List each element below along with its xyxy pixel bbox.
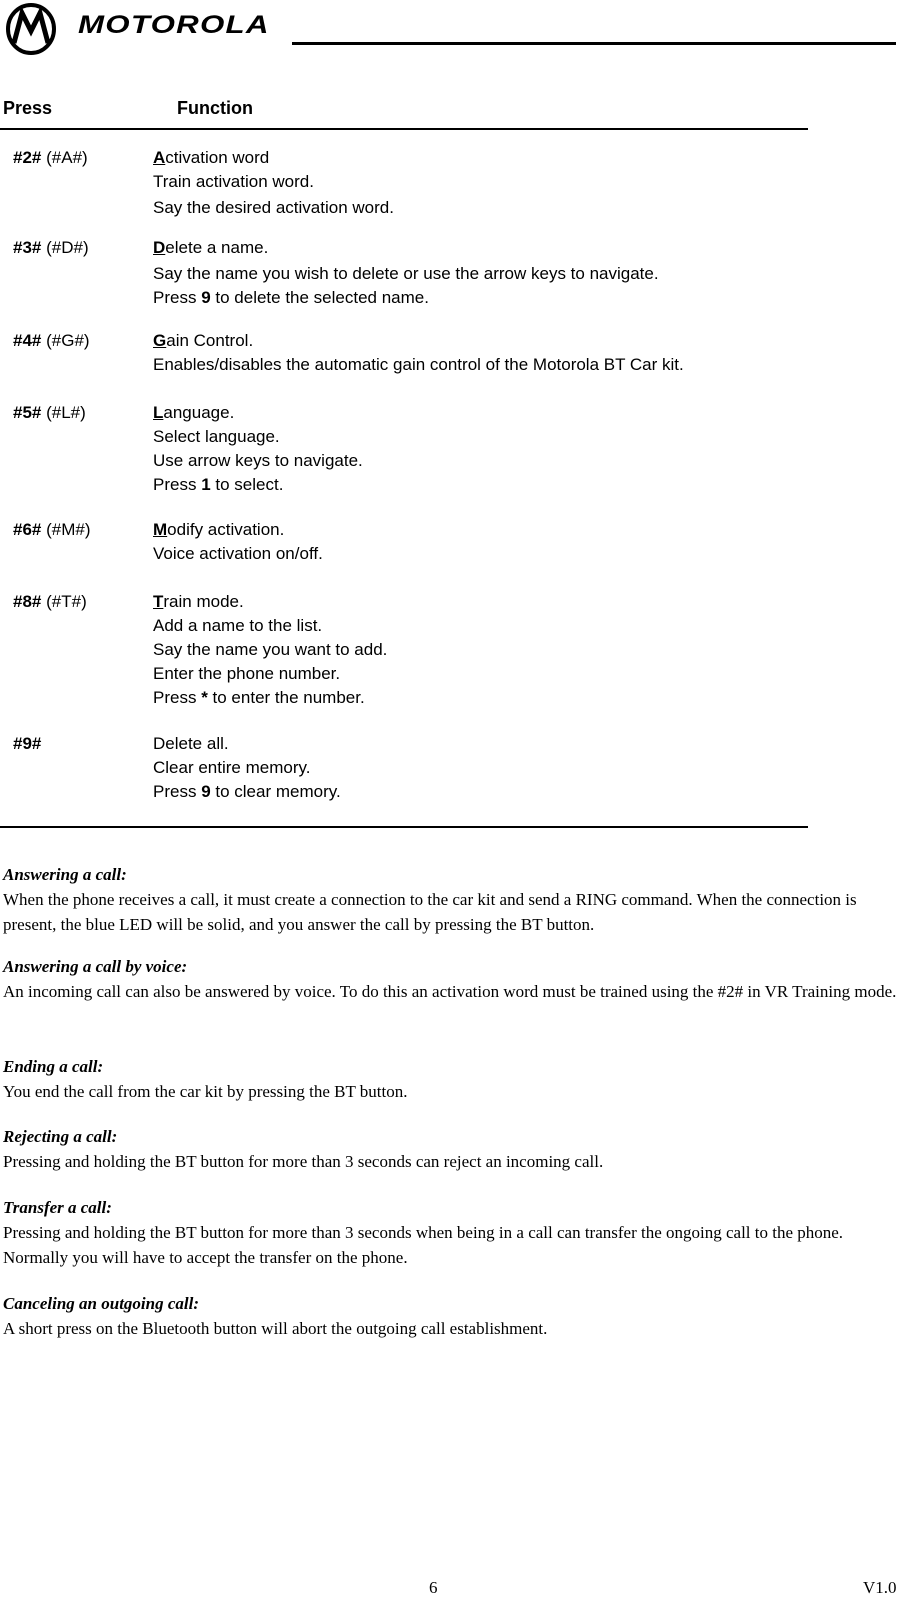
command-alias: (#A#) <box>46 148 88 167</box>
command-alias: (#G#) <box>46 331 90 350</box>
page-number: 6 <box>429 1578 438 1597</box>
command-alias: (#D#) <box>46 238 89 257</box>
section-ending <box>3 1055 898 1104</box>
table-top-rule <box>0 128 808 130</box>
section-title: Answering a call: <box>3 865 127 884</box>
column-press: Press <box>3 98 53 118</box>
command-alias: (#T#) <box>46 592 87 611</box>
section-text: A short press on the Bluetooth button will abort the outgoing call establishment. <box>3 1319 548 1338</box>
command-title: Language. <box>153 403 235 422</box>
command-press-line: Press * to enter the number. <box>153 688 365 707</box>
command-press-line: Press 9 to clear memory. <box>153 782 341 801</box>
section-title: Ending a call: <box>3 1057 104 1076</box>
section-answering <box>3 863 898 937</box>
command-line: Say the name you wish to delete or use the arrow keys to navigate. <box>153 264 659 283</box>
command-key: #6# <box>13 520 42 539</box>
command-line: Enter the phone number. <box>153 664 341 683</box>
command-line: Use arrow keys to navigate. <box>153 451 363 470</box>
command-key: #8# <box>13 592 42 611</box>
section-transfer <box>3 1196 898 1270</box>
column-function: Function <box>177 98 253 118</box>
section-text: When the phone receives a call, it must create a connection to the car kit and send a RING command. When the connection is present, the blue LED will be solid, and you answer the call by pressing the BT button. <box>3 890 857 934</box>
command-title: Train mode. <box>153 592 244 611</box>
version-label: V1.0 <box>863 1578 897 1597</box>
command-line: Add a name to the list. <box>153 616 323 635</box>
table-header <box>0 96 808 126</box>
command-line: Enables/disables the automatic gain control of the Motorola BT Car kit. <box>153 355 684 374</box>
section-title: Transfer a call: <box>3 1198 112 1217</box>
command-line: Train activation word. <box>153 172 314 191</box>
section-title: Canceling an outgoing call: <box>3 1294 199 1313</box>
command-key: #4# <box>13 331 42 350</box>
command-press-line: Press 1 to select. <box>153 475 284 494</box>
command-key: #2# <box>13 148 42 167</box>
command-press-line: Press 9 to delete the selected name. <box>153 288 429 307</box>
command-title: Delete all. <box>153 734 229 753</box>
section-text: You end the call from the car kit by pressing the BT button. <box>3 1082 408 1101</box>
section-title: Answering a call by voice: <box>3 957 188 976</box>
motorola-logo-icon <box>5 3 57 55</box>
section-rejecting <box>3 1125 898 1174</box>
command-key: #5# <box>13 403 42 422</box>
command-alias: (#L#) <box>46 403 86 422</box>
command-line: Say the desired activation word. <box>153 198 394 217</box>
table-bottom-rule <box>0 826 808 828</box>
command-line: Voice activation on/off. <box>153 544 323 563</box>
section-answering-voice <box>3 955 898 1004</box>
command-line: Clear entire memory. <box>153 758 311 777</box>
command-key: #3# <box>13 238 42 257</box>
command-line: Select language. <box>153 427 280 446</box>
command-title: Delete a name. <box>153 238 269 257</box>
command-title: Modify activation. <box>153 520 285 539</box>
brand-wordmark: MOTOROLA <box>78 11 270 39</box>
section-text: An incoming call can also be answered by voice. To do this an activation word must be trained using the #2# in VR Training mode. <box>3 982 897 1001</box>
header-rule <box>292 42 896 45</box>
section-text: Pressing and holding the BT button for more than 3 seconds can reject an incoming call. <box>3 1152 604 1171</box>
command-alias: (#M#) <box>46 520 91 539</box>
command-key: #9# <box>13 734 42 753</box>
section-text: Pressing and holding the BT button for more than 3 seconds when being in a call can transfer the ongoing call to the phone. Normally you will have to accept the transfer on the phone. <box>3 1223 844 1267</box>
command-title: Activation word <box>153 148 270 167</box>
section-canceling <box>3 1292 898 1341</box>
section-title: Rejecting a call: <box>3 1127 118 1146</box>
page-header <box>0 0 900 60</box>
command-title: Gain Control. <box>153 331 254 350</box>
command-line: Say the name you want to add. <box>153 640 388 659</box>
